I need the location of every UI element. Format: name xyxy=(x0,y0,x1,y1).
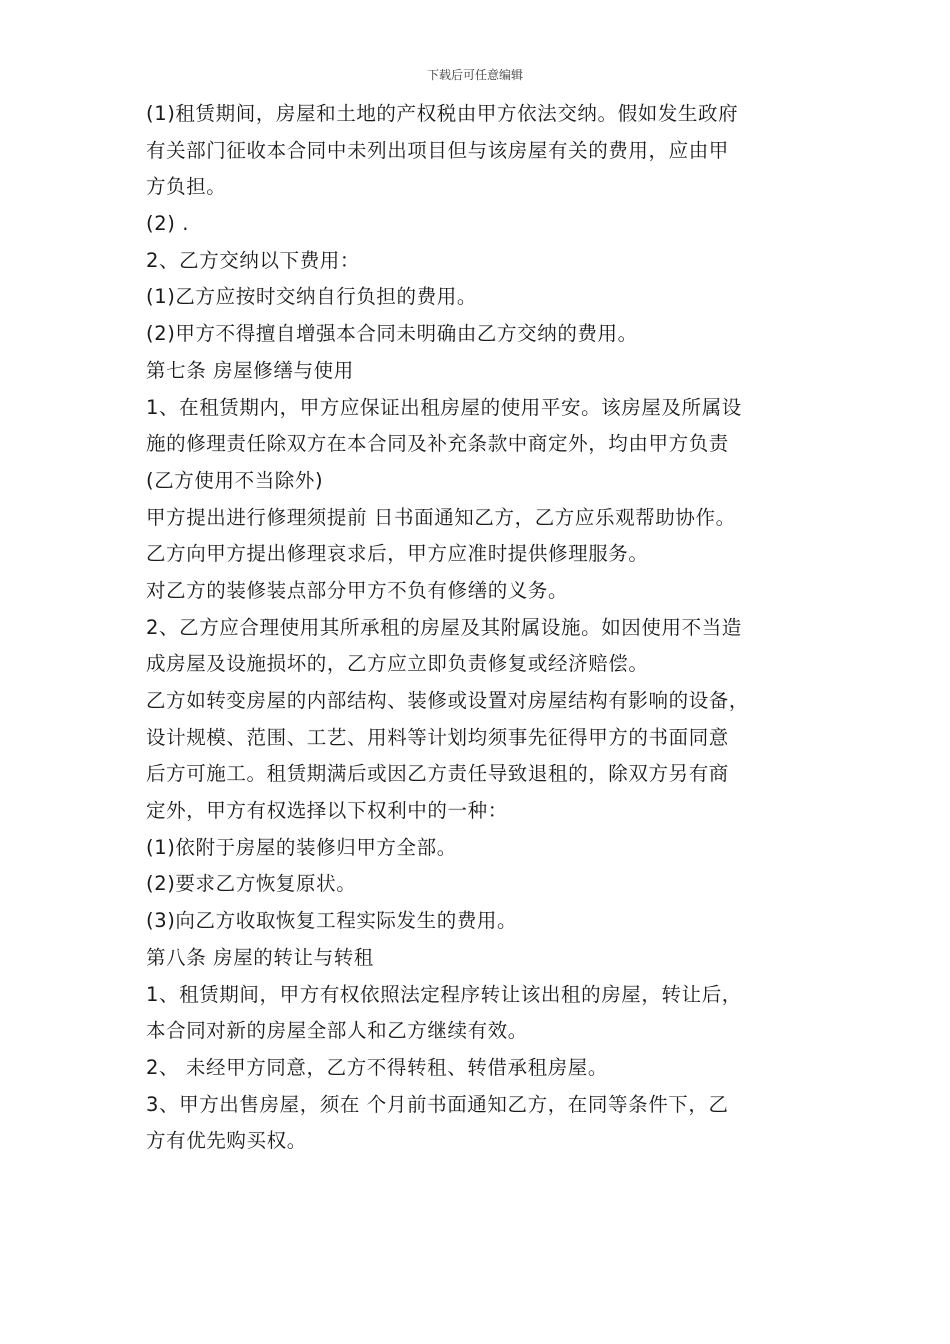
text-line: 2、 未经甲方同意，乙方不得转租、转借承租房屋。 xyxy=(146,1055,609,1079)
text-line: (1)依附于房屋的装修归甲方全部。 xyxy=(146,835,457,859)
text-line: 方负担。 xyxy=(146,175,227,199)
text-line: (1)租赁期间，房屋和土地的产权税由甲方依法交纳。假如发生政府 xyxy=(146,102,739,125)
text-line: 施的修理责任除双方在本合同及补充条款中商定外，均由甲方负责 xyxy=(146,432,729,456)
text-line: (3)向乙方收取恢复工程实际发生的费用。 xyxy=(146,909,518,933)
text-line: 2、乙方应合理使用其所承租的房屋及其附属设施。如因使用不当造 xyxy=(146,615,742,639)
text-line: 定外，甲方有权选择以下权利中的一种： xyxy=(146,799,508,823)
text-line: 有关部门征收本合同中未列出项目但与该房屋有关的费用，应由甲 xyxy=(146,138,729,162)
text-line: 乙方如转变房屋的内部结构、装修或设置对房屋结构有影响的设备， xyxy=(146,689,750,712)
text-line: 设计规模、范围、工艺、用料等计划均须事先征得甲方的书面同意 xyxy=(146,725,729,749)
text-line: 甲方提出进行修理须提前 日书面通知乙方，乙方应乐观帮助协作。 xyxy=(146,505,736,529)
section-heading: 第七条 房屋修缮与使用 xyxy=(146,358,354,382)
text-line: (2) . xyxy=(146,212,190,236)
text-line: (乙方使用不当除外) xyxy=(146,468,324,492)
text-line: (2)甲方不得擅自增强本合同未明确由乙方交纳的费用。 xyxy=(146,322,638,346)
text-line: (2)要求乙方恢复原状。 xyxy=(146,872,357,896)
text-line: 乙方向甲方提出修理哀求后，甲方应准时提供修理服务。 xyxy=(146,542,649,566)
text-line: 本合同对新的房屋全部人和乙方继续有效。 xyxy=(146,1019,528,1043)
section-heading: 第八条 房屋的转让与转租 xyxy=(146,945,374,969)
text-line: 1、在租赁期内，甲方应保证出租房屋的使用平安。该房屋及所属设 xyxy=(146,395,742,419)
text-line: 后方可施工。租赁期满后或因乙方责任导致退租的，除双方另有商 xyxy=(146,762,729,786)
page-header: 下载后可任意编辑 xyxy=(426,68,523,82)
text-line: 对乙方的装修装点部分甲方不负有修缮的义务。 xyxy=(146,578,569,602)
text-line: (1)乙方应按时交纳自行负担的费用。 xyxy=(146,285,477,309)
text-line: 1、租赁期间，甲方有权依照法定程序转让该出租的房屋，转让后， xyxy=(146,982,742,1006)
text-line: 方有优先购买权。 xyxy=(146,1129,307,1153)
document-body xyxy=(146,96,826,1160)
text-line: 2、乙方交纳以下费用： xyxy=(146,248,361,272)
text-line: 3、甲方出售房屋，须在 个月前书面通知乙方，在同等条件下，乙 xyxy=(146,1092,729,1116)
text-line: 成房屋及设施损坏的，乙方应立即负责修复或经济赔偿。 xyxy=(146,652,649,676)
